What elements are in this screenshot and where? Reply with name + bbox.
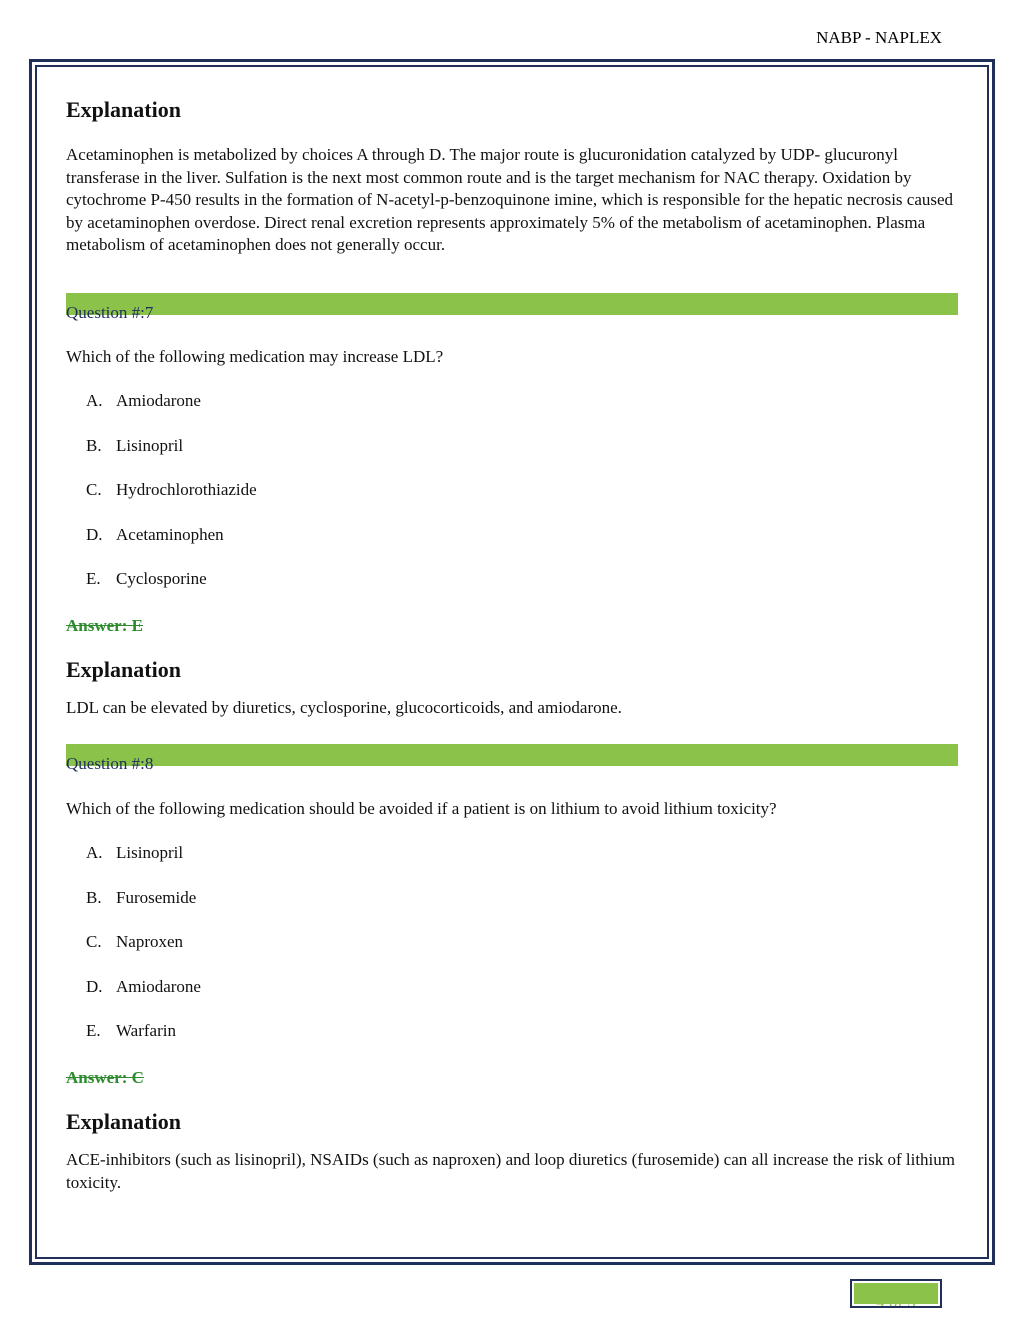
page-content bbox=[66, 95, 958, 1194]
page-number-box bbox=[850, 1279, 942, 1308]
question-7-text: Which of the following medication may increase LDL? bbox=[66, 346, 444, 366]
explanation-heading: Explanation bbox=[66, 97, 181, 122]
choice-d: D. Acetaminophen bbox=[86, 524, 224, 544]
question-8-choices bbox=[66, 842, 958, 1043]
question-7-label: Question #:7 bbox=[66, 302, 154, 322]
page-number: 4 of 5 bbox=[876, 1294, 916, 1306]
choice-b: B. Lisinopril bbox=[86, 435, 184, 455]
explanation-heading: Explanation bbox=[66, 657, 181, 682]
choice-a: A. Lisinopril bbox=[86, 843, 184, 862]
choice-e: E. Cyclosporine bbox=[86, 569, 207, 588]
question-8-answer: Answer: C bbox=[66, 1067, 144, 1087]
choice-e: E. Warfarin bbox=[86, 1021, 176, 1040]
question-7-choices bbox=[66, 390, 958, 591]
question-7-answer: Answer: E bbox=[66, 615, 143, 635]
explanation-text-q8: ACE-inhibitors (such as lisinopril), NSAIDs (such as naproxen) and loop diuretics (furosemide) can all increase the risk of lithium toxicity. bbox=[66, 1150, 955, 1192]
explanation-text-q6: Acetaminophen is metabolized by choices A through D. The major route is glucuronidation catalyzed by UDP- glucuronyl transferase in the liver. Sulfation is the next most common route and is the target mechanism for NAC therapy. Oxidation by cytochrome P-450 results in the formation of N-acetyl-p-benzoquinone imine, which is responsible for the hepatic necrosis caused by acetaminophen overdose. Direct renal excretion represents approximately 5% of the metabolism of acetaminophen. Plasma metabolism of acetaminophen does not generally occur. bbox=[66, 145, 954, 254]
choice-a: A. Amiodarone bbox=[86, 391, 201, 410]
explanation-text-q7: LDL can be elevated by diuretics, cyclosporine, glucocorticoids, and amiodarone. bbox=[66, 698, 622, 717]
question-7-header bbox=[66, 293, 958, 322]
choice-c: C. Naproxen bbox=[86, 932, 184, 951]
page-header-title: NABP - NAPLEX bbox=[816, 28, 942, 47]
explanation-heading: Explanation bbox=[66, 1109, 181, 1134]
question-bar bbox=[66, 744, 958, 766]
question-8-header bbox=[66, 744, 958, 773]
choice-d: D. Amiodarone bbox=[86, 976, 201, 996]
choice-b: B. Furosemide bbox=[86, 887, 197, 907]
question-8-label: Question #:8 bbox=[66, 753, 154, 773]
choice-c: C. Hydrochlorothiazide bbox=[86, 480, 257, 499]
question-8-text: Which of the following medication should be avoided if a patient is on lithium to avoid lithium toxicity? bbox=[66, 798, 777, 818]
question-bar bbox=[66, 293, 958, 315]
